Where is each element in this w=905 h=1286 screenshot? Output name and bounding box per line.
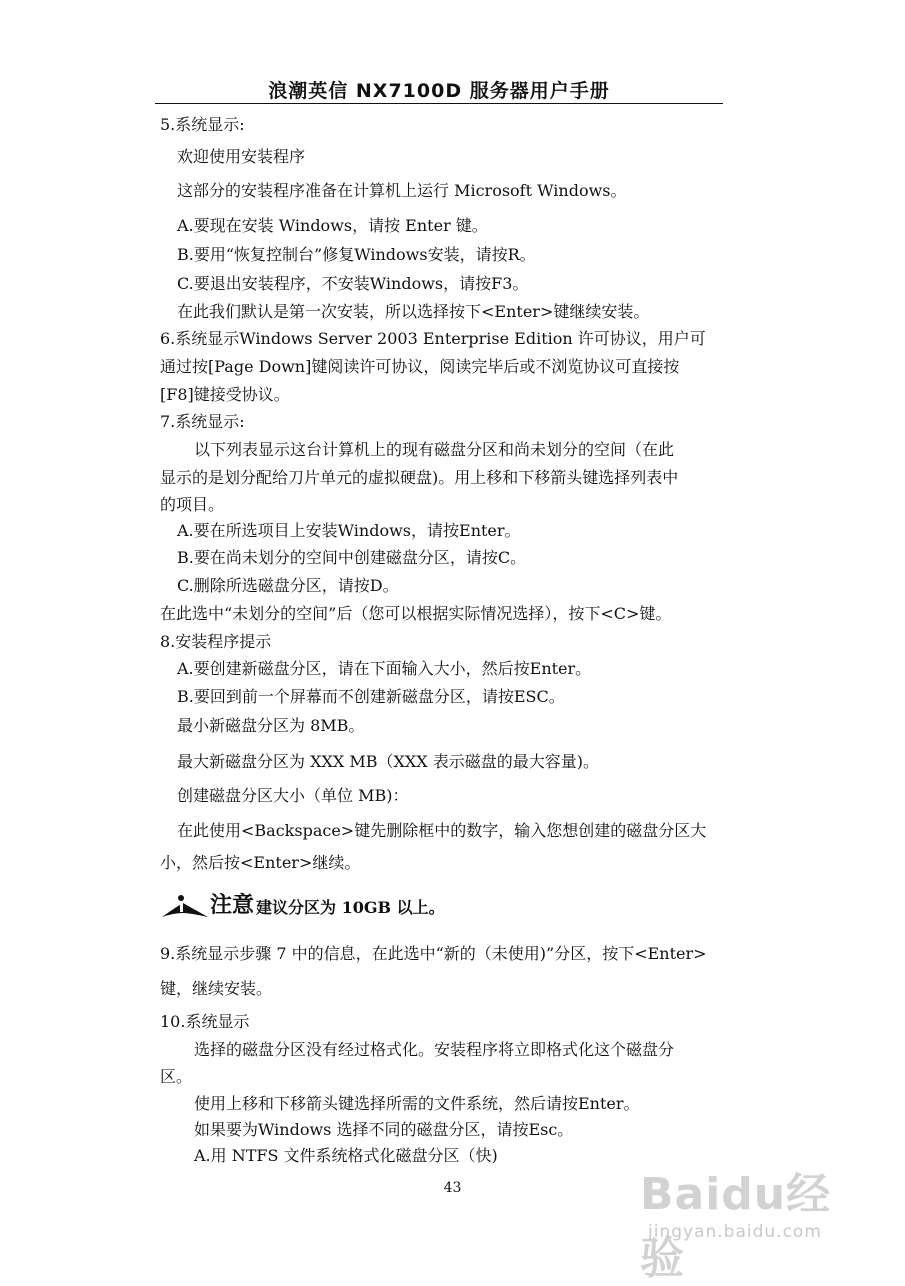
text-line: 通过按[Page Down]键阅读许可协议，阅读完毕后或不浏览协议可直接按 xyxy=(160,357,680,376)
page-header-title: 浪潮英信 NX7100D 服务器用户手册 xyxy=(268,80,610,102)
text-line: 最小新磁盘分区为 8MB。 xyxy=(177,716,365,735)
caution-icon xyxy=(160,893,210,919)
text-line: B.要在尚未划分的空间中创建磁盘分区，请按C。 xyxy=(177,548,527,567)
text-line: 使用上移和下移箭头键选择所需的文件系统，然后请按Enter。 xyxy=(194,1094,640,1113)
text-line: A.要在所选项目上安装Windows，请按Enter。 xyxy=(177,521,521,540)
text-line: 10.系统显示 xyxy=(160,1012,250,1031)
text-line: 最大新磁盘分区为 XXX MB（XXX 表示磁盘的最大容量)。 xyxy=(177,752,599,771)
text-line: 创建磁盘分区大小（单位 MB)： xyxy=(177,786,409,805)
text-line: 如果要为Windows 选择不同的磁盘分区，请按Esc。 xyxy=(194,1120,574,1139)
text-line: 这部分的安装程序准备在计算机上运行 Microsoft Windows。 xyxy=(177,181,627,200)
text-line: 9.系统显示步骤 7 中的信息，在此选中“新的（未使用)”分区，按下<Enter> xyxy=(160,944,707,963)
text-line: 显示的是划分配给刀片单元的虚拟硬盘)。用上移和下移箭头键选择列表中 xyxy=(160,468,679,487)
watermark-brand: Baidu经验 xyxy=(640,1169,832,1284)
text-line: A.用 NTFS 文件系统格式化磁盘分区（快) xyxy=(194,1146,498,1165)
text-line: 8.安装程序提示 xyxy=(160,632,272,651)
text-line: C.删除所选磁盘分区，请按D。 xyxy=(177,576,399,595)
watermark-url: jingyan.baidu.com xyxy=(648,1222,822,1242)
text-line: B.要用“恢复控制台”修复Windows安装，请按R。 xyxy=(177,245,536,264)
text-line: 欢迎使用安装程序 xyxy=(177,147,306,166)
text-line: 区。 xyxy=(160,1067,193,1086)
baidu-watermark xyxy=(640,1150,870,1284)
text-line: 键，继续安装。 xyxy=(160,979,273,998)
text-line: 6.系统显示Windows Server 2003 Enterprise Edition 许可协议，用户可 xyxy=(160,329,706,348)
text-line: C.要退出安装程序，不安装Windows，请按F3。 xyxy=(177,274,529,293)
page-number: 43 xyxy=(443,1180,462,1196)
note-label: 注意 xyxy=(210,893,255,918)
text-line: 以下列表显示这台计算机上的现有磁盘分区和尚未划分的空间（在此 xyxy=(194,440,675,459)
text-line: A.要现在安装 Windows，请按 Enter 键。 xyxy=(177,216,488,235)
text-line: 7.系统显示: xyxy=(160,412,245,431)
text-line: [F8]键接受协议。 xyxy=(160,385,290,404)
text-line: 在此使用<Backspace>键先删除框中的数字，输入您想创建的磁盘分区大 xyxy=(177,821,707,840)
text-line: B.要回到前一个屏幕而不创建新磁盘分区，请按ESC。 xyxy=(177,687,565,706)
note-callout xyxy=(160,893,445,919)
text-line: A.要创建新磁盘分区，请在下面输入大小，然后按Enter。 xyxy=(177,659,592,678)
header-rule xyxy=(155,103,723,104)
text-line: 在此我们默认是第一次安装，所以选择按下<Enter>键继续安装。 xyxy=(177,302,650,321)
text-line: 的项目。 xyxy=(160,495,225,514)
text-line: 小，然后按<Enter>继续。 xyxy=(160,853,361,872)
text-line: 在此选中“未划分的空间”后（您可以根据实际情况选择），按下<C>键。 xyxy=(160,604,672,623)
text-line: 选择的磁盘分区没有经过格式化。安装程序将立即格式化这个磁盘分 xyxy=(194,1040,675,1059)
text-line: 5.系统显示: xyxy=(160,115,245,134)
note-text: 建议分区为 10GB 以上。 xyxy=(256,898,445,917)
